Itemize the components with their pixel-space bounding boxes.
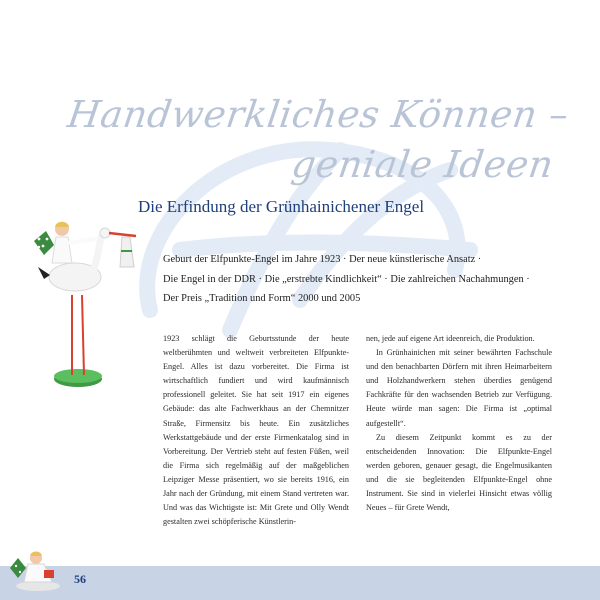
summary-line: Die Engel in der DDR · Die „erstrebte Kindlichkeit“ · Die zahlreichen Nachahmungen ·	[163, 273, 530, 285]
paragraph: In Grünhainichen mit seiner bewährten Fachschule und den benachbarten Dörfern mit ihren Heimarbeitern und Holzhandwerkern stehen überdies genügend Fachkräfte für den wachsenden Betrieb zur Verfügung. Heute würde man sagen: Die Firma ist „optimal aufgestellt“.	[366, 348, 552, 428]
paragraph: 1923 schlägt die Geburtsstunde der heute weltberühmten und weltweit verbreiteten Elfpunkte-Engel. Alles ist dazu vorbereitet. Die Firma ist wirtschaftlich fundiert und wird kaufmännisch professionell geleitet. Sie hat seit 1917 ein eigenes Gebäude: das alte Fachwerkhaus an der Chemnitzer Straße, Firmensitz bis heute. Ein zusätzliches Werkstattgebäude und der erste Firmenkatalog sind in Vorbereitung. Der Vertrieb steht auf festen Füßen, weil die Firma sich regelmäßig auf der maßgeblichen Leipziger Messe präsentiert, wo sie bereits 1916, ein Jahr nach der Gründung, mit einem Stand vertreten war. Und was das Wichtigste ist: Mit Grete und Olly Wendt gestalten zwei schöpferische Künstlerin-	[163, 334, 349, 527]
chapter-headline: Die Erfindung der Grünhainichener Engel	[138, 197, 425, 216]
text-column-left	[163, 332, 349, 562]
text-column-right	[366, 332, 552, 562]
seated-angel-figurine-icon	[8, 548, 68, 592]
page-number: 56	[74, 572, 86, 586]
footer-bar	[0, 566, 600, 600]
stork-angel-figurine-icon	[30, 215, 140, 395]
summary-line: Der Preis „Tradition und Form“ 2000 und 2005	[163, 293, 361, 304]
paragraph: Zu diesem Zeitpunkt kommt es zu der entscheidenden Innovation: Die Elfpunkte-Engel werden geboren, genauer gesagt, die Engelmusikanten und die sie begleitenden Elfpunkte-Engel ohne Instrument. Sie sind in vielerlei Hinsicht etwas völlig Neues – für Grete Wendt,	[366, 432, 552, 513]
paragraph: nen, jede auf eigene Art ideenreich, die Produktion.	[366, 334, 535, 343]
script-title-line2: geniale Ideen	[288, 143, 557, 186]
script-title-line1: Handwerkliches Können –	[64, 93, 572, 136]
chapter-summary	[163, 250, 563, 309]
summary-line: Geburt der Elfpunkte-Engel im Jahre 1923 · Der neue künstlerische Ansatz ·	[163, 254, 482, 265]
